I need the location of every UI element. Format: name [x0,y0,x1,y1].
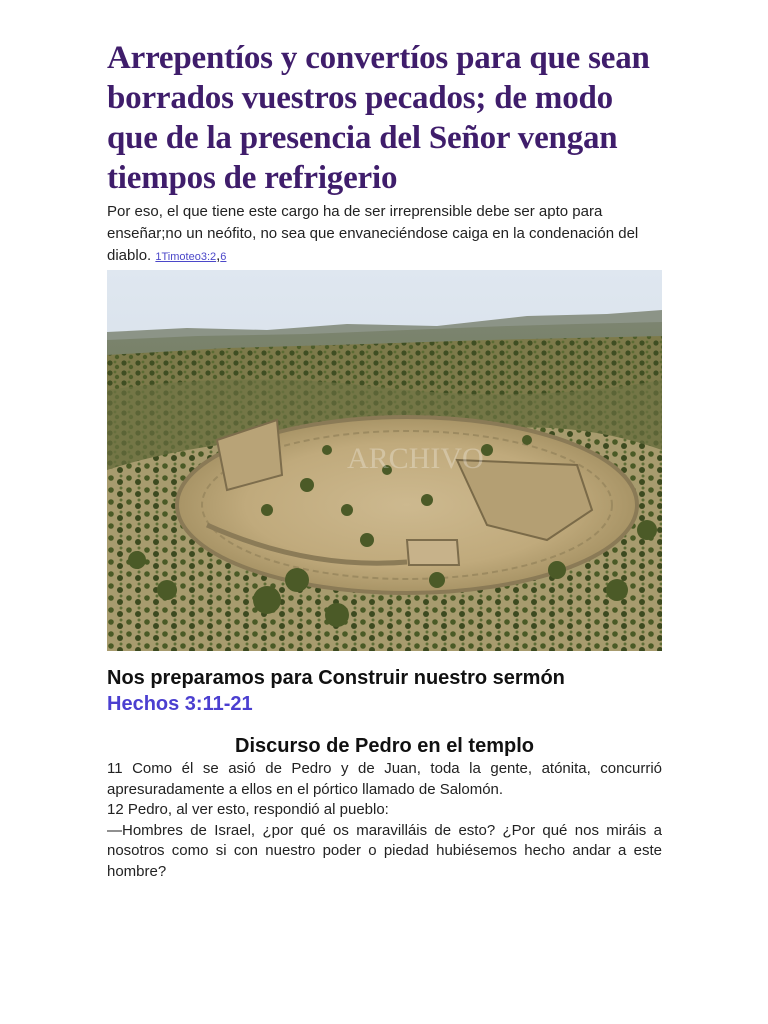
bible-ref-link-1[interactable]: 1Timoteo3:2 [155,251,217,263]
page-title: Arrepentíos y convertíos para que sean borrados vuestros pecados; de modo que de la presencia del Señor vengan tiempos de refrigerio [107,40,650,196]
bible-ref-link-2[interactable]: 6 [220,251,227,263]
scripture-reference: Hechos 3:11-21 [107,693,253,715]
verse-12: 12 Pedro, al ver esto, respondió al pueblo: [107,801,389,818]
aerial-photo-ruins [107,270,662,651]
intro-paragraph [107,201,662,268]
photo-watermark: ARCHIVO [347,442,484,475]
sermon-title: Nos preparamos para Construir nuestro sermón [107,667,565,689]
intro-text: Por eso, el que tiene este cargo ha de ser irreprensible debe ser apto para enseñar;no un neófito, no sea que envaneciéndose caiga en la condenación del diablo. [107,203,639,264]
verse-12-speech: —Hombres de Israel, ¿por qué os maravilláis de esto? ¿Por qué nos miráis a nosotros como si con nuestro poder o piedad hubiésemos hecho andar a este hombre? [107,821,662,880]
section-title: Discurso de Pedro en el templo [235,735,534,757]
verse-11: 11 Como él se asió de Pedro y de Juan, toda la gente, atónita, concurrió apresuradamente a ellos en el pórtico llamado de Salomón. [107,760,662,798]
document-page [107,38,662,882]
link-separator: , [216,247,221,264]
